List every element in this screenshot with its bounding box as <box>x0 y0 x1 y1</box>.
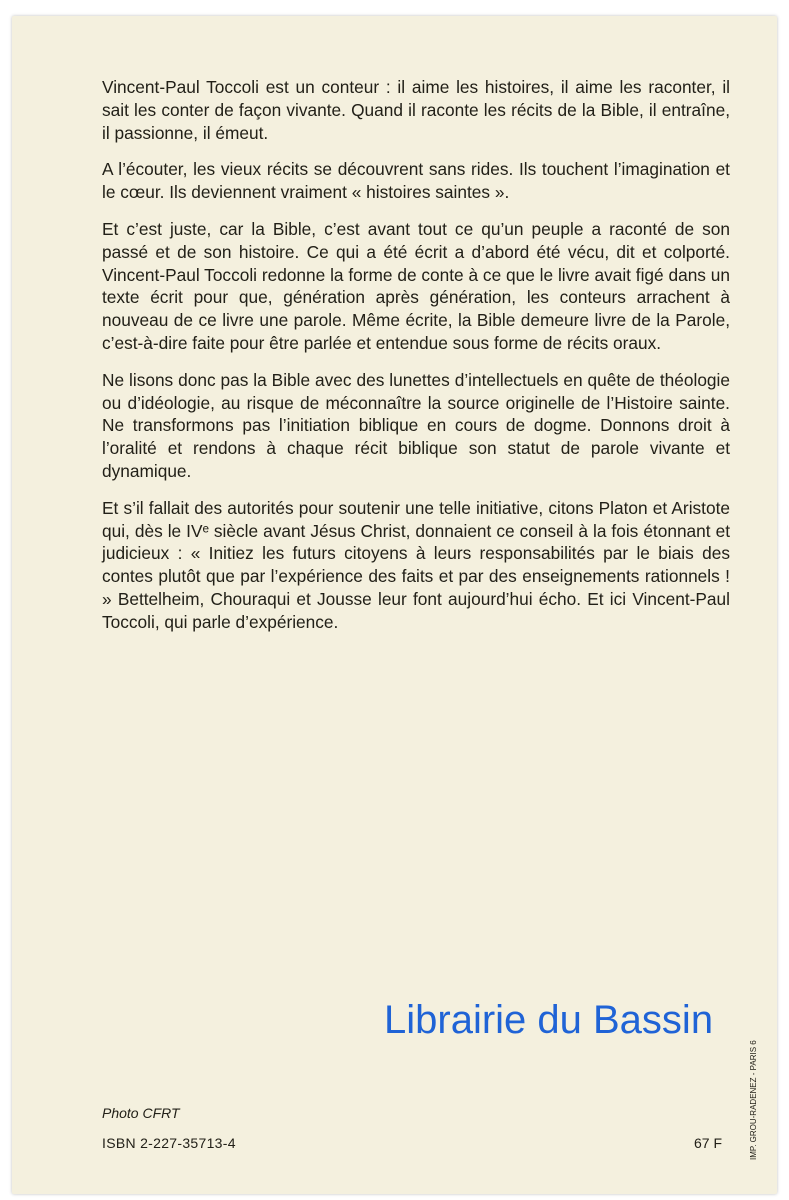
price: 67 F <box>694 1135 723 1151</box>
paragraph-4: Ne lisons donc pas la Bible avec des lunettes d’intellectuels en quête de théologie ou d’idéologie, au risque de méconnaître la source originelle de l’Histoire sainte. Ne transformons pas l’initiation biblique en cours de dogme. Donnons droit à l’oralité et rendons à chaque récit biblique son statut de parole vivante et dynamique. <box>102 369 730 481</box>
paragraph-2: A l’écouter, les vieux récits se découvrent sans rides. Ils touchent l’imagination et le cœur. Ils deviennent vraiment « histoires saintes ». <box>102 159 730 203</box>
isbn: ISBN 2-227-35713-4 <box>102 1135 236 1151</box>
paragraph-5: Et s’il fallait des autorités pour soutenir une telle initiative, citons Platon et Aristote qui, dès le IVᵉ siècle avant Jésus Christ, donnaient ce conseil à la fois étonnant et judicieux : « Initiez les futurs citoyens à leurs responsabilités par le biais des contes plutôt que par l’expérience des faits et par des enseignements rationnels ! » Bettelheim, Chouraqui et Jousse leur font aujourd’hui écho. Et ici Vincent-Paul Toccoli, qui parle d’expérience. <box>102 497 730 632</box>
paragraph-1: Vincent-Paul Toccoli est un conteur : il aime les histoires, il aime les raconter, il sait les conter de façon vivante. Quand il raconte les récits de la Bible, il entraîne, il passionne, il émeut. <box>102 77 730 143</box>
photo-credit: Photo CFRT <box>102 1105 180 1121</box>
blurb-text <box>102 76 730 648</box>
printer-imprint: IMP. GROU-RADENEZ - PARIS 6 <box>749 1040 758 1160</box>
paragraph-3: Et c’est juste, car la Bible, c’est avant tout ce qu’un peuple a raconté de son passé et de son histoire. Ce qui a été écrit a d’abord été vécu, dit et colporté. Vincent-Paul Toccoli redonne la forme de conte à ce que le livre avait figé dans un texte écrit pour que, génération après génération, les conteurs arrachent à nouveau de ce livre une parole. Même écrite, la Bible demeure livre de la Parole, c’est-à-dire faite pour être parlée et entendue sous forme de récits oraux. <box>102 218 730 353</box>
bookseller-watermark: Librairie du Bassin <box>384 998 714 1042</box>
